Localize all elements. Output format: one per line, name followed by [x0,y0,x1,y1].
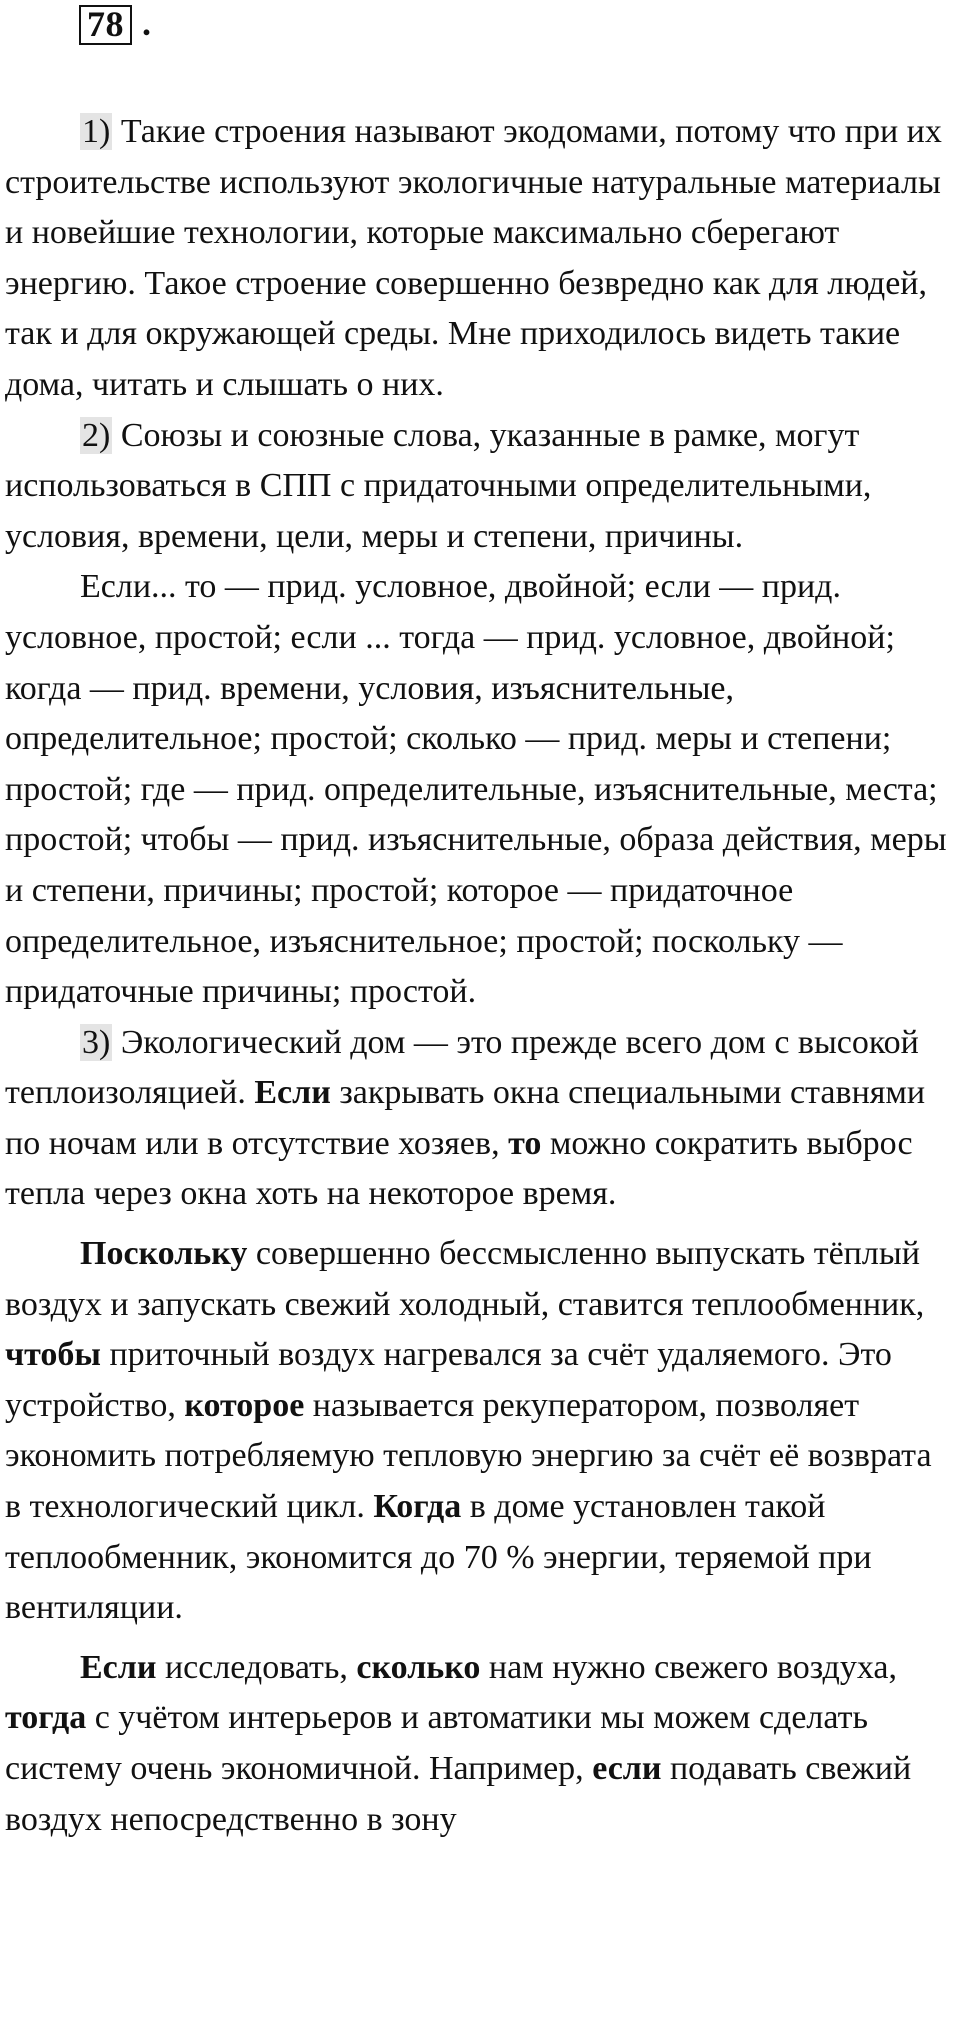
paragraph-3 [5,562,955,1017]
keyword-esli-3: если [592,1750,662,1787]
paragraph-6-text-3: с учётом интерьеров и автоматики мы можем сделать систему очень экономичной. Например, [5,1699,868,1787]
paragraph-6-text-2: нам нужно свежего воздуха, [480,1648,897,1686]
paragraph-5-text-4: в доме установлен такой теплообменник, экономится до 70 % энергии, теряемой при вентиляции. [5,1488,872,1627]
paragraph-3-text: Если... то — прид. условное, двойной; если — прид. условное, простой; если ... тогда — прид. условное, двойной; когда — прид. времени, условия, изъяснительные, определительное; простой; сколько — прид. меры и степени; простой; где — прид. определительные, изъяснительные, места; простой; чтобы — прид. изъяснительные, образа действия, меры и степени, причины; простой; которое — придаточное определительное, изъяснительное; простой; поскольку — придаточные причины; простой. [5,568,947,1011]
keyword-to: то [508,1124,542,1162]
keyword-kogda: Когда [373,1488,462,1526]
paragraph-2 [5,411,955,563]
paragraph-5 [5,1229,955,1634]
task-number-box: 78 [79,5,132,45]
task-number-dot: . [142,3,151,43]
answer-text [5,107,955,1845]
keyword-poskolku: Поскольку [80,1235,248,1273]
paragraph-6-text-1: исследовать, [156,1648,357,1686]
paragraph-4-text-1: Экологический дом — это прежде всего дом с высокой теплоизоляцией. [5,1023,919,1112]
item-marker-3: 3) [82,1023,111,1061]
keyword-esli: Если [254,1074,331,1112]
paragraph-4 [5,1018,955,1220]
paragraph-1 [5,107,955,411]
paragraph-5-text-2: приточный воздух нагревался за счёт удаляемого. Это устройство, [5,1336,892,1424]
paragraph-4-text-3: можно сократить выброс тепла через окна хоть на некоторое время. [5,1124,913,1213]
paragraph-5-text-3: называется рекуператором, позволяет экономить потребляемую тепловую энергию за счёт её возврата в технологический цикл. [5,1386,932,1526]
item-marker-2: 2) [82,416,111,454]
paragraph-5-text-1: совершенно бессмысленно выпускать тёплый воздух и запускать свежий холодный, ставится теплообменник, [5,1235,925,1323]
keyword-togda: тогда [5,1699,87,1737]
item-marker-1: 1) [82,113,111,150]
keyword-kotoroe: которое [184,1386,305,1424]
paragraph-4-text-2: закрывать окна специальными ставнями по ночам или в отсутствие хозяев, [5,1074,926,1162]
paragraph-6 [5,1643,955,1845]
paragraph-6-text-4: подавать свежий воздух непосредственно в зону [5,1750,912,1838]
paragraph-1-text: Такие строения называют экодомами, потому что при их строительстве используют экологичные натуральные материалы и новейшие технологии, которые максимально сберегают энергию. Такое строение совершенно безвредно как для людей, так и для окружающей среды. Мне приходилось видеть такие дома, читать и слышать о них. [5,113,942,403]
keyword-skolko: сколько [356,1648,481,1686]
keyword-esli-2: Если [80,1648,157,1686]
paragraph-2-text: Союзы и союзные слова, указанные в рамке, могут использоваться в СПП с придаточными определительными, условия, времени, цели, меры и степени, причины. [5,416,872,555]
keyword-chtoby: чтобы [5,1336,101,1374]
